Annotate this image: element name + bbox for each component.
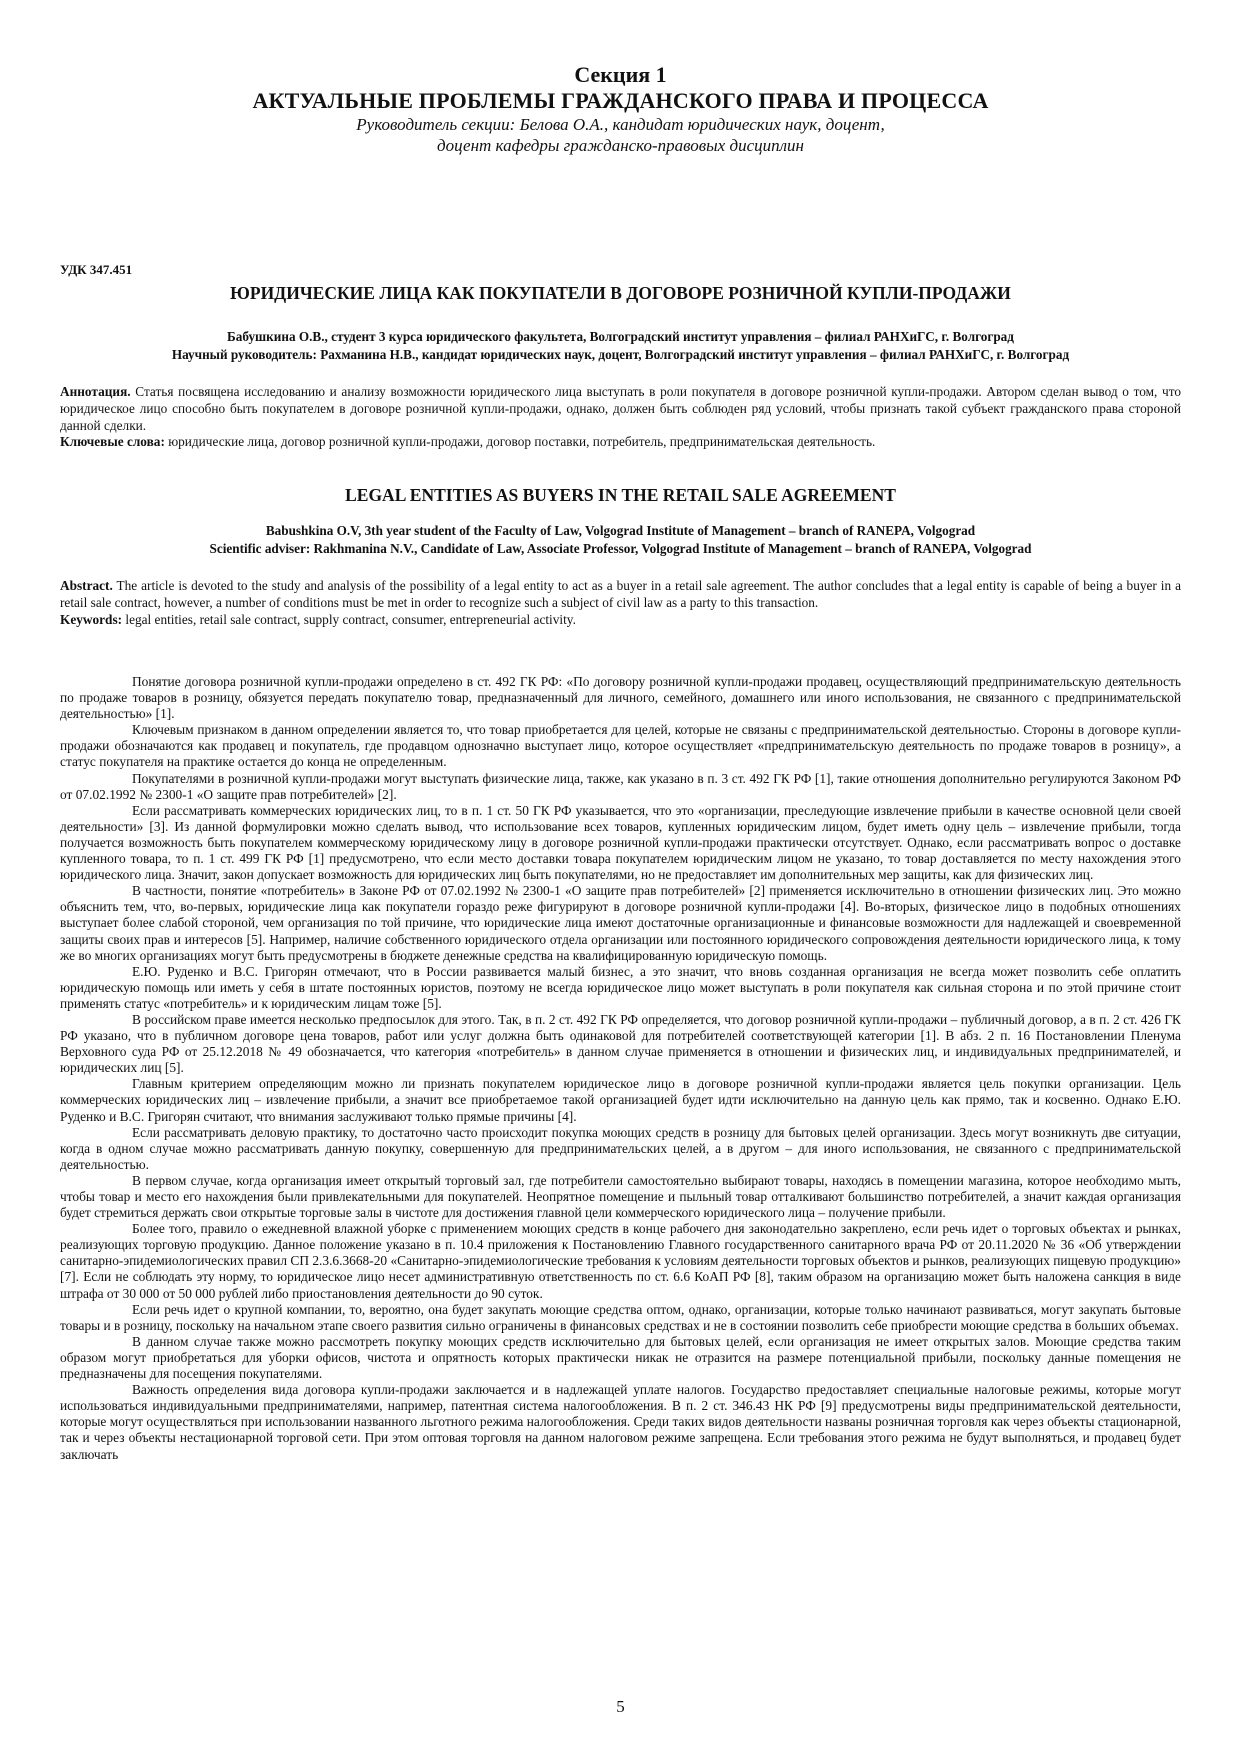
abstract-text-en: The article is devoted to the study and analysis of the possibility of a legal entity to act as a buyer in a retail sale agreement. The author concludes that a legal entity is capable of being a buyer in a retail sale contract, however, a number of conditions must be met in order to recognize such a subject of civil law as a party to this transaction. [60,578,1181,610]
authors-en [60,522,1181,558]
body-paragraph: Если речь идет о крупной компании, то, вероятно, она будет закупать моющие средства оптом, однако, организации, которые только начинают развиваться, могут закупать бытовые товары и в розницу, поскольку на начальном этапе своего развития сильно ограничены в финансовых средствах и не в состоянии позволить себе приобрести моющие средства в больших объемах. [60,1301,1181,1333]
abstract-label-ru: Аннотация. [60,384,131,399]
abstract-text-ru: Статья посвящена исследованию и анализу возможности юридического лица выступать в роли покупателя в договоре розничной купли-продажи. Автором сделан вывод о том, что юридическое лицо способно быть покупателем в договоре розничной купли-продажи, однако, должен быть соблюден ряд условий, чтобы признать такой субъект гражданского права стороной данной сделки. [60,384,1181,433]
body-paragraph: В первом случае, когда организация имеет открытый торговый зал, где потребители самостоятельно выбирают товары, находясь в помещении магазина, которое необходимо мыть, чтобы товар и место его нахождения были привлекательными для покупателей. Неопрятное помещение и пыльный товар отталкивают большинство потребителей, а значит каждая организация будет стремиться держать свои открытые торговые залы в чистоте для достижения главной цели коммерческого юридического лица – получение прибыли. [60,1172,1181,1221]
body-paragraph: Покупателями в розничной купли-продажи могут выступать физические лица, также, как указано в п. 3 ст. 492 ГК РФ [1], такие отношения дополнительно регулируются Законом РФ от 07.02.1992 № 2300-1 «О защите прав потребителей» [2]. [60,770,1181,802]
body-paragraph: Если рассматривать деловую практику, то достаточно часто происходит покупка моющих средств в розницу для бытовых целей организации. Здесь могут возникнуть две ситуации, когда в одном случае можно рассматривать данную покупку, совершенную для предпринимательских целей, а в другом – для иного использования, не связанного с предпринимательской деятельностью. [60,1124,1181,1172]
author-line-en: Babushkina O.V, 3th year student of the Faculty of Law, Volgograd Institute of Management – branch of RANEPA, Volgograd [265,523,976,538]
keywords-label-ru: Ключевые слова: [60,434,165,450]
body-paragraph: Главным критерием определяющим можно ли признать покупателем юридическое лицо в договоре розничной купли-продажи является цель покупки организации. Цель коммерческих юридических лиц – извлечение прибыли, а значит все приобретаемое такой организацией будет идти исключительно на данную цель как прямо, так и косвенно. Однако Е.Ю. Руденко и В.С. Григорян считают, что внимания заслуживают только прямые причины [4]. [60,1076,1181,1124]
keywords-label-en: Keywords: [60,611,123,627]
body-paragraph: Важность определения вида договора купли-продажи заключается и в надлежащей уплате налогов. Государство предоставляет специальные налоговые режимы, которые могут использоваться индивидуальными предпринимателями, например, патентная система налогообложения. В п. 2 ст. 346.43 НК РФ [9] предусмотрены виды предпринимательской деятельности, которые могут осуществляться при использовании названного льготного режима налогообложения. Среди таких видов деятельности названы розничная торговля как через объекты стационарной, так и через объекты нестационарной торговой сети. При этом оптовая торговля на данном налоговом режиме запрещена. Если требования этого режима не будут выполняться, и продавец будет заключать [60,1382,1181,1462]
keywords-ru [60,434,1181,451]
section-lead-line-2: доцент кафедры гражданско-правовых дисциплин [437,136,804,155]
article-title-ru: ЮРИДИЧЕСКИЕ ЛИЦА КАК ПОКУПАТЕЛИ В ДОГОВОРЕ РОЗНИЧНОЙ КУПЛИ-ПРОДАЖИ [230,283,1011,303]
body-paragraph: В российском праве имеется несколько предпосылок для этого. Так, в п. 2 ст. 492 ГК РФ определяется, что договор розничной купли-продажи – публичный договор, а в п. 2 ст. 426 ГК РФ указано, что в публичном договоре цена товаров, работ или услуг должна быть одинаковой для потребителей соответствующей категории [1]. В абз. 2 п. 16 Постановлении Пленума Верховного суда РФ от 25.12.2018 № 49 обозначается, что категория «потребитель» в данном случае применяется в отношении и физических лиц, и индивидуальных предпринимателей, и юридических лиц [5]. [60,1011,1181,1076]
udk-code: УДК 347.451 [60,262,133,277]
author-line-ru: Бабушкина О.В., студент 3 курса юридического факультета, Волгоградский институт управления – филиал РАНХиГС, г. Волгоград [227,329,1014,344]
section-number: Секция 1 [574,62,667,87]
page-number: 5 [616,1697,625,1716]
body-paragraph: Более того, правило о ежедневной влажной уборке с применением моющих средств в конце рабочего дня законодательно закреплено, если речь идет о торговых объектах и рынках, реализующих торговую продукцию. Данное положение указано в п. 10.4 приложения к Постановлению Главного государственного санитарного врача РФ от 20.11.2020 № 36 «Об утверждении санитарно-эпидемиологических правил СП 2.3.6.3668-20 «Санитарно-эпидемиологические требования к условиям деятельности торговых объектов и рынков, реализующих пищевую продукцию» [7]. Если не соблюдать эту норму, то юридическое лицо несет административную ответственность по ст. 6.6 КоАП РФ [8], таким образом на организацию может быть наложена санкция в виде штрафа от 30 000 от 50 000 рублей либо приостановления деятельности до 90 суток. [60,1221,1181,1301]
article-title-en: LEGAL ENTITIES AS BUYERS IN THE RETAIL SALE AGREEMENT [345,485,896,505]
body-paragraph: В данном случае также можно рассмотреть покупку моющих средств исключительно для бытовых целей, если организация не имеет открытых залов. Моющие средства таким образом могут приобретаться для уборки офисов, чистота и опрятность которых практически никак не отразится на размере потенциальной прибыли, поскольку данные помещения не предназначены для посещения покупателями. [60,1333,1181,1382]
adviser-line-ru: Научный руководитель: Рахманина Н.В., кандидат юридических наук, доцент, Волгоградский институт управления – филиал РАНХиГС, г. Волгоград [171,347,1070,362]
section-title: АКТУАЛЬНЫЕ ПРОБЛЕМЫ ГРАЖДАНСКОГО ПРАВА И ПРОЦЕССА [252,88,989,113]
abstract-label-en: Abstract. [60,578,113,593]
keywords-en [60,612,1181,629]
body-paragraph: Понятие договора розничной купли-продажи определено в ст. 492 ГК РФ: «По договору розничной купли-продажи продавец, осуществляющий предпринимательскую деятельность по продаже товаров в розницу, обязуется передать покупателю товар, предназначенный для личного, семейного, домашнего или иного использования, не связанного с предпринимательской деятельностью» [1]. [60,674,1181,722]
body-paragraph: Е.Ю. Руденко и В.С. Григорян отмечают, что в России развивается малый бизнес, а это значит, что вновь созданная организация не всегда может позволить себе оплатить юридическую помощь или иметь у себя в штате постоянных юристов, поэтому не всегда юридическое лицо может выступать в роли покупателя как сильная сторона и по этой причине стоит применять статус «потребитель» и к юридическим лицам тоже [5]. [60,963,1181,1011]
abstract-ru [60,384,1181,451]
abstract-en [60,578,1181,628]
article-body [60,674,1181,1463]
body-paragraph: Ключевым признаком в данном определении является то, что товар приобретается для целей, которые не связаны с предпринимательской деятельностью. Стороны в договоре купли-продажи обозначаются как продавец и покупатель, где продавцом однозначно выступает лицо, которое осуществляет «предпринимательскую деятельность по продаже товаров в розницу», а статус покупателя на практике остается до конца не определенным. [60,722,1181,770]
body-paragraph: В частности, понятие «потребитель» в Законе РФ от 07.02.1992 № 2300-1 «О защите прав потребителей» [2] применяется исключительно в отношении физических лиц. Это можно объяснить тем, что, во-первых, юридические лица как покупатели гораздо реже фигурируют в договоре розничной купли-продажи [4]. Во-вторых, физическое лицо в подобных отношениях выступает более слабой стороной, чем организация по той причине, что юридические лица имеют достаточные организационные и финансовые возможности для надлежащей и своевременной защиты своих прав и интересов [5]. Например, наличие собственного юридического отдела организации или постоянного юридического сопровождения деятельности юридического лица, к тому же во многих организациях могут быть предусмотрены в бюджете денежные средства на квалифицированную юридическую помощь. [60,883,1181,963]
section-header [60,62,1181,156]
keywords-text-en: legal entities, retail sale contract, supply contract, consumer, entrepreneurial activity. [125,611,576,627]
keywords-text-ru: юридические лица, договор розничной купли-продажи, договор поставки, потребитель, предпринимательская деятельность. [168,434,876,450]
body-paragraph: Если рассматривать коммерческих юридических лиц, то в п. 1 ст. 50 ГК РФ указывается, что это «организации, преследующие извлечение прибыли в качестве основной цели своей деятельности» [3]. Из данной формулировки можно сделать вывод, что использование всех товаров, купленных юридическим лицом, будет иметь одну цель – извлечение прибыли, тогда получается возможность быть покупателем коммерческому юридическому лицу в договоре розничной купли-продажи практически отсутствует. Однако, если рассматривать вопрос о доставке купленного товара, то п. 1 ст. 499 ГК РФ [1] предусмотрено, что если место доставки товара покупателем юридическим лицом не указано, то товар доставляется по месту нахождения этого юридического лица. Значит, закон допускает возможность для юридических лиц быть покупателями, но не предоставляет им дополнительных мер защиты, как для физических лиц. [60,802,1181,883]
authors-ru [60,328,1181,364]
adviser-line-en: Scientific adviser: Rakhmanina N.V., Candidate of Law, Associate Professor, Volgograd Institute of Management – branch of RANEPA, Volgograd [209,541,1032,556]
section-lead-line-1: Руководитель секции: Белова О.А., кандидат юридических наук, доцент, [356,115,885,134]
